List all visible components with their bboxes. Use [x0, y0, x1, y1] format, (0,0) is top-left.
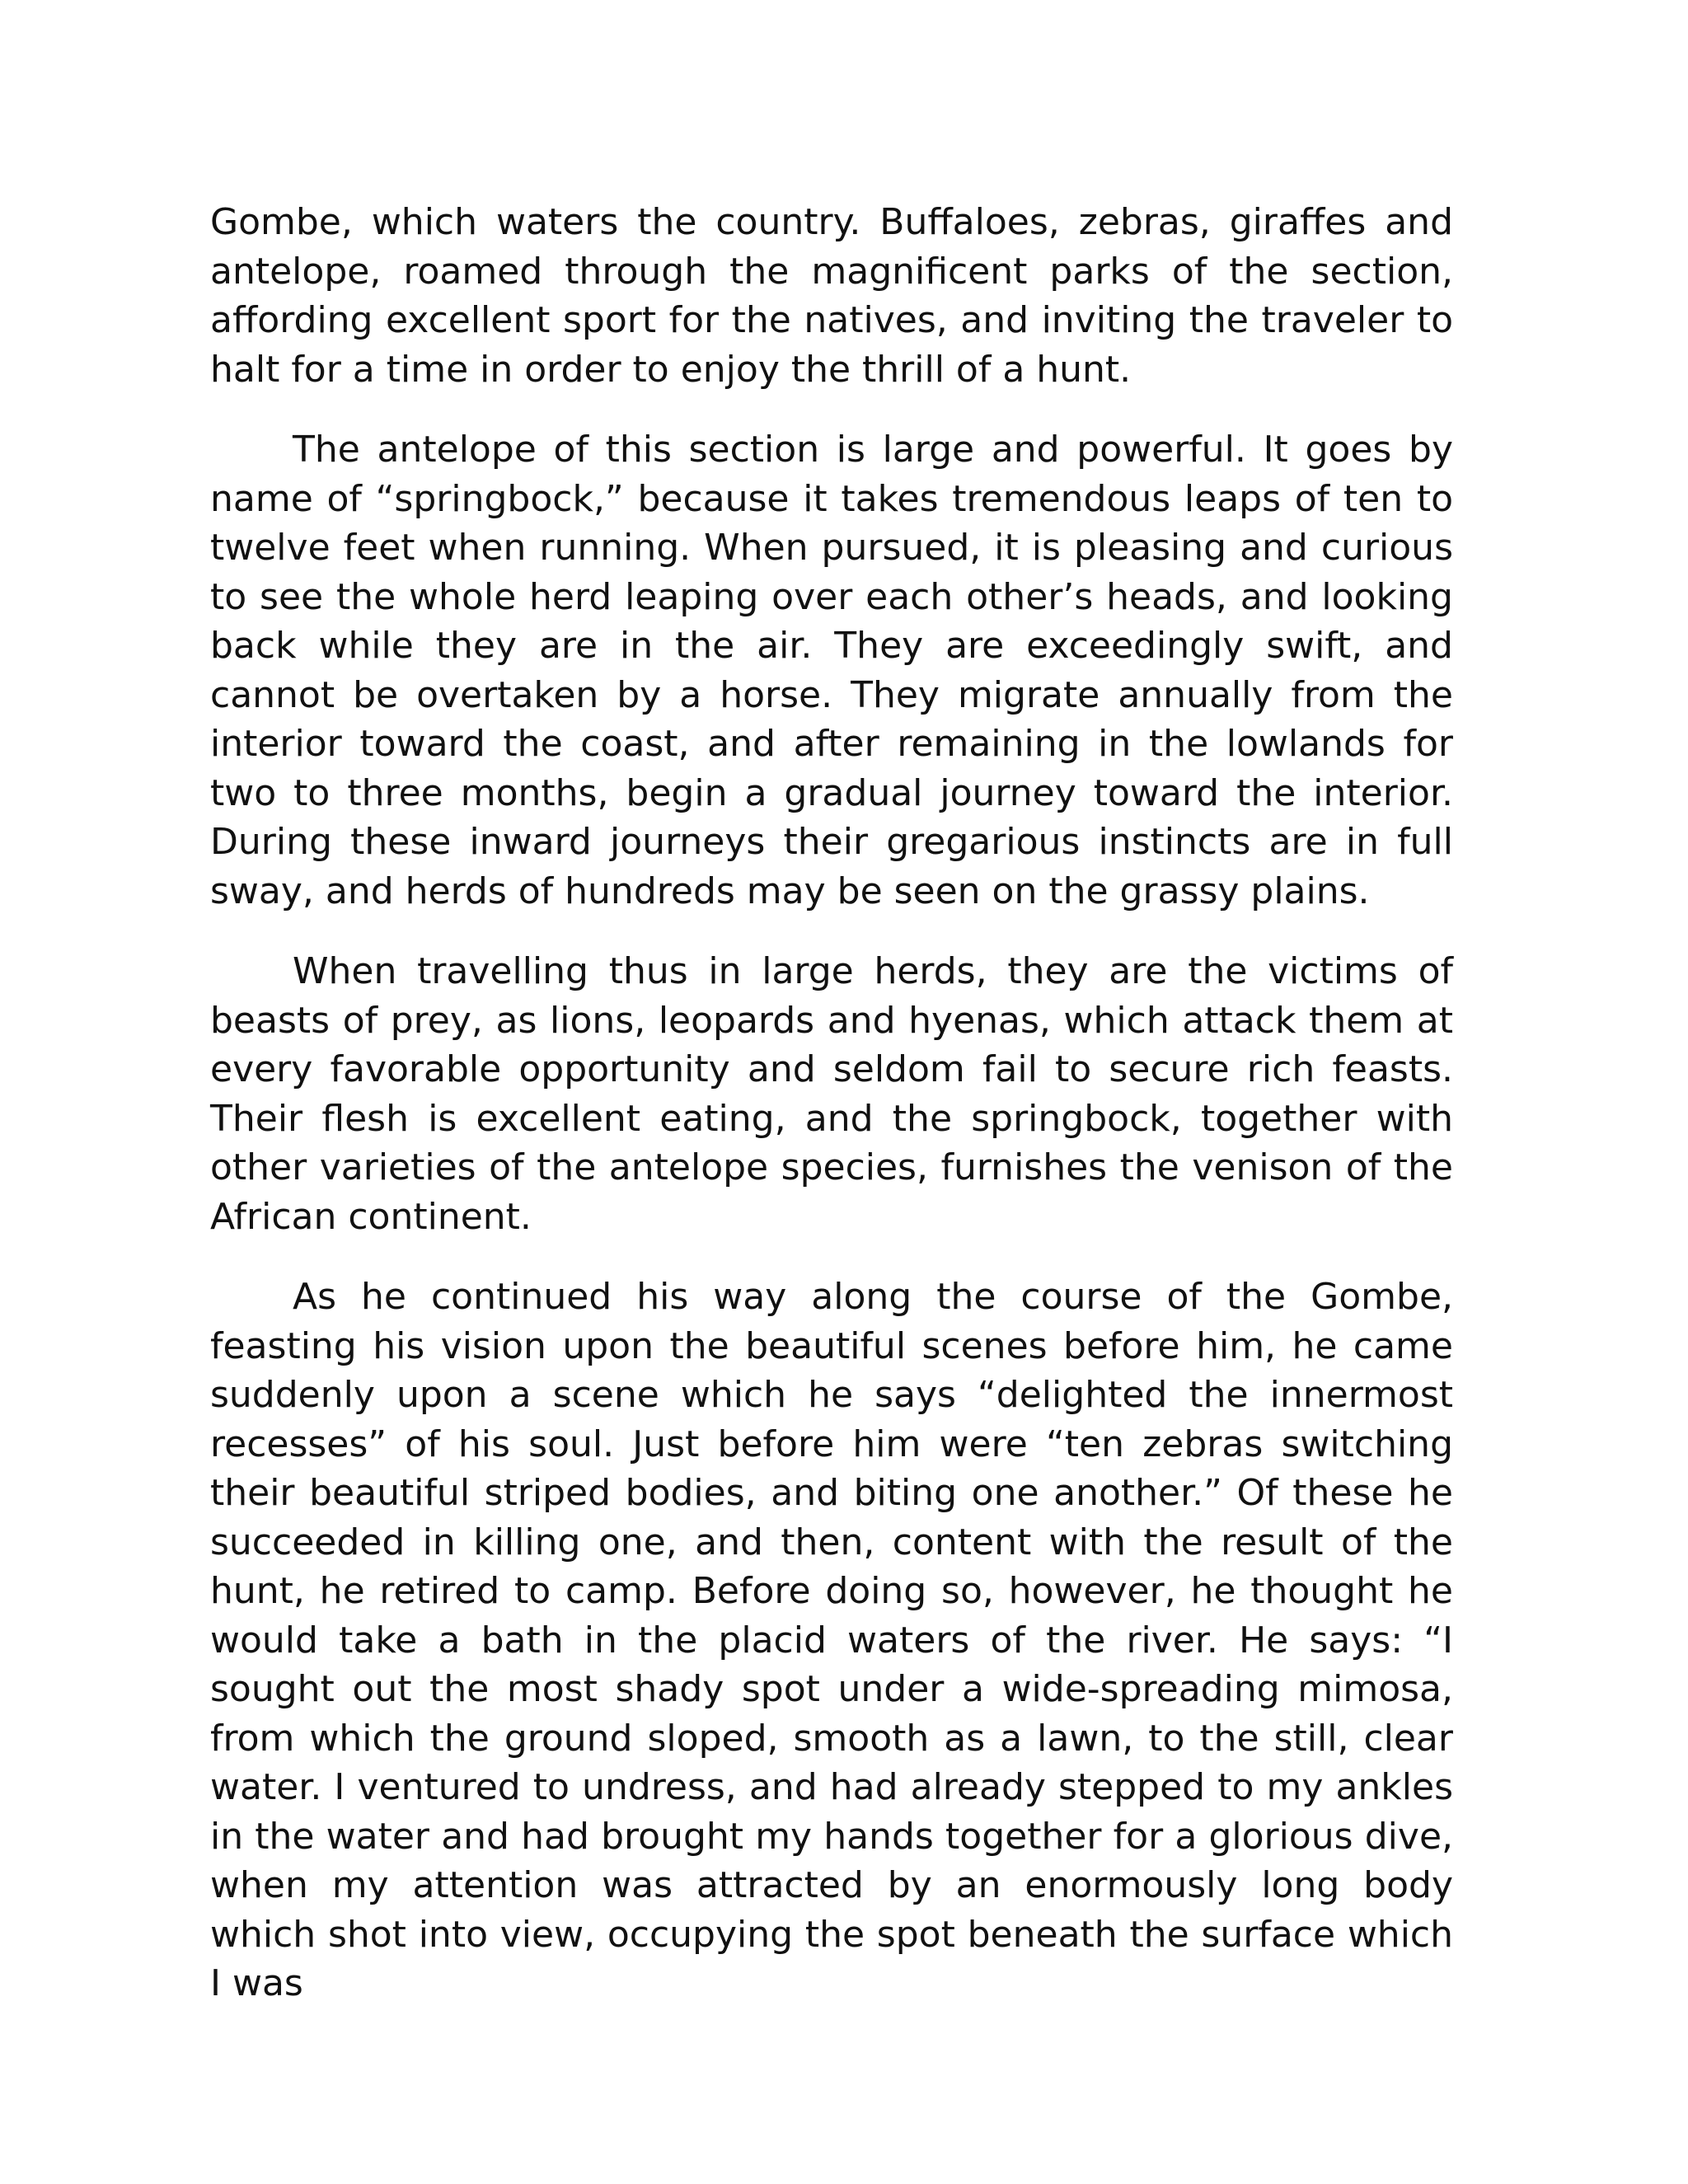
- paragraph-4: As he continued his way along the course of the Gombe, feasting his vision upon the beautiful scenes before him, he came suddenly upon a scene which he says “delighted the innermost recesses” of his soul. Just before him were “ten zebras switching their beautiful striped bodies, and biting one another.” Of these he succeeded in killing one, and then, content with the result of the hunt, he retired to camp. Before doing so, however, he thought he would take a bath in the placid waters of the river. He says: “I sought out the most shady spot under a wide-spreading mimosa, from which the ground sloped, smooth as a lawn, to the still, clear water. I ventured to undress, and had already stepped to my ankles in the water and had brought my hands together for a glorious dive, when my attention was attracted by an enormously long body which shot into view, occupying the spot beneath the surface which I was: [210, 1276, 1453, 2004]
- paragraph-1: Gombe, which waters the country. Buffaloes, zebras, giraffes and antelope, roamed through the magnificent parks of the section, affording excellent sport for the natives, and inviting the traveler to halt for a time in order to enjoy the thrill of a hunt.: [210, 201, 1453, 391]
- paragraph-3: When travelling thus in large herds, they are the victims of beasts of prey, as lions, leopards and hyenas, which attack them at every favorable opportunity and seldom fail to secure rich feasts. Their flesh is excellent eating, and the springbock, together with other varieties of the antelope species, furnishes the venison of the African continent.: [210, 950, 1453, 1238]
- body-text: [210, 198, 1453, 2040]
- paragraph-2: The antelope of this section is large and powerful. It goes by name of “springbock,” because it takes tremendous leaps of ten to twelve feet when running. When pursued, it is pleasing and curious to see the whole herd leaping over each other’s heads, and looking back while they are in the air. They are exceedingly swift, and cannot be overtaken by a horse. They migrate annually from the interior toward the coast, and after remaining in the lowlands for two to three months, begin a gradual journey toward the interior. During these inward journeys their gregarious instincts are in full sway, and herds of hundreds may be seen on the grassy plains.: [210, 429, 1453, 912]
